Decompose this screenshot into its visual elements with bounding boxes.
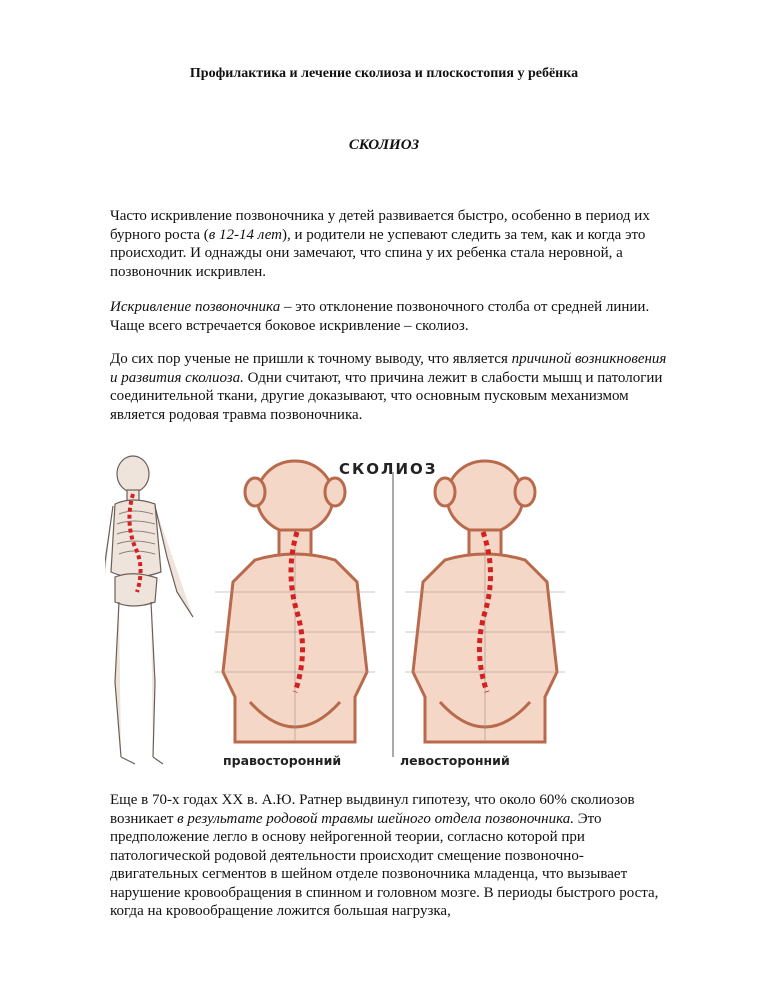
p4-text-a: Еще в 70-х годах XX в. А.Ю. Ратнер выдвинул гипотезу, что около 60% сколиозов возникает (110, 792, 635, 827)
paragraph-3 (110, 350, 670, 424)
p4-text-b: в результате родовой травмы шейного отдела позвоночника. (177, 810, 574, 827)
section-title: СКОЛИОЗ (348, 137, 420, 153)
scoliosis-illustration (105, 452, 565, 774)
p3-text-b: причиной возникновения и развития сколиоза. (110, 351, 667, 386)
p1-text-a: Часто искривление позвоночника у детей развивается быстро, особенно в период их бурного роста ( (110, 208, 650, 243)
label-left-sided: левосторонний (400, 753, 510, 768)
paragraph-4 (110, 791, 670, 921)
p1-text-b: в 12-14 лет (208, 226, 283, 243)
p1-text-c: ), и родители не успевают следить за тем, как и когда это происходит. И однажды они замечают, что спина у их ребенка стала неровной, а позвоночник искривлен. (110, 226, 646, 280)
label-right-sided: правосторонний (223, 753, 342, 768)
p4-text-c: Это предположение легло в основу нейрогенной теории, согласно которой при патологической родовой деятельности происходит смещение позвоночно-двигательных сегментов в шейном отделе позвоночника младенца, что вызывает нарушение кровообращения в спинном и головном мозге. В периоды быстрого роста, когда на кровообращение ложится большая нагрузка, (110, 810, 659, 919)
paragraph-1 (110, 207, 670, 281)
skeleton-icon (105, 456, 193, 764)
scoliosis-figure (105, 452, 565, 774)
p3-text-c: Одни считают, что причина лежит в слабости мышц и патологии соединительной ткани, другие доказывают, что основным пусковым механизмом является родовая травма позвоночника. (110, 369, 663, 423)
p2-text-b: – это отклонение позвоночного столба от средней линии. Чаще всего встречается боковое искривление – сколиоз. (110, 299, 650, 334)
document-title: Профилактика и лечение сколиоза и плоскостопия у ребёнка (189, 66, 579, 81)
paragraph-2 (110, 298, 670, 335)
figure-title: СКОЛИОЗ (339, 460, 438, 478)
p2-text-a: Искривление позвоночника (110, 299, 281, 315)
p3-text-a: До сих пор ученые не пришли к точному выводу, что является (110, 351, 512, 367)
